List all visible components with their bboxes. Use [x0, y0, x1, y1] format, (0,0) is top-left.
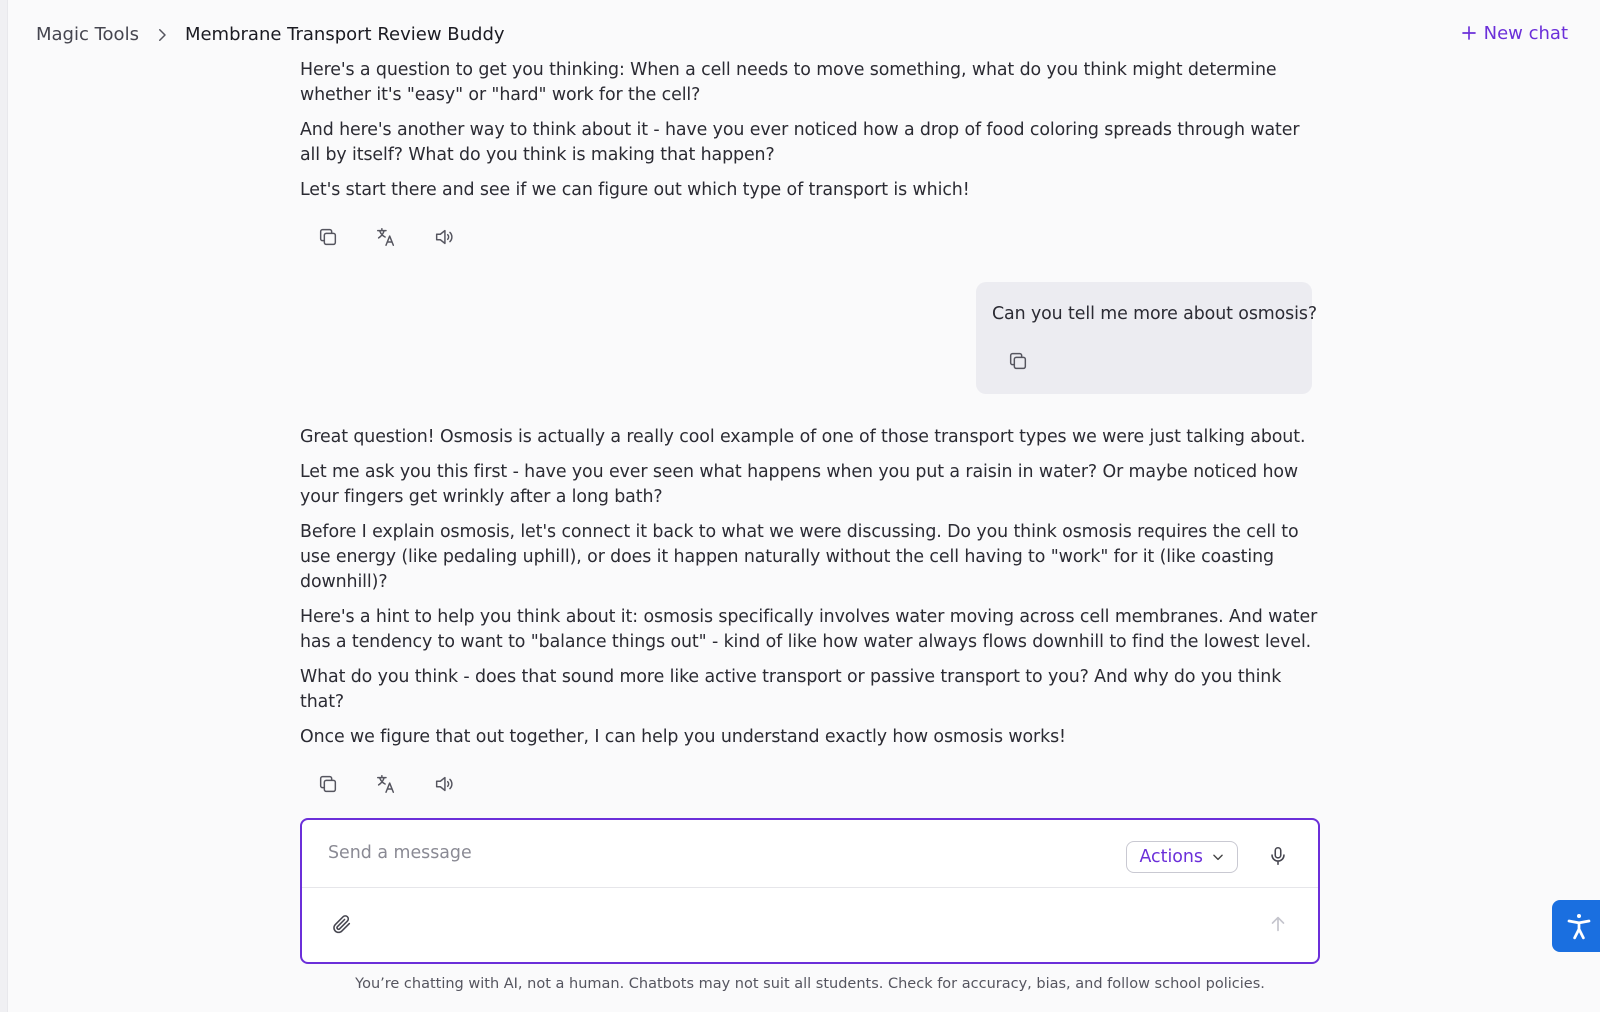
- copy-icon[interactable]: [314, 223, 342, 251]
- composer-toolbar: [302, 888, 1318, 962]
- ai-disclaimer: You’re chatting with AI, not a human. Chatbots may not suit all students. Check for accuracy, bias, and follow school policies.: [355, 976, 1265, 992]
- breadcrumb-current-page: Membrane Transport Review Buddy: [184, 24, 505, 45]
- message-input[interactable]: [328, 838, 1088, 868]
- new-chat-label: New chat: [1483, 22, 1568, 44]
- actions-dropdown[interactable]: [1126, 841, 1238, 873]
- message-actions: [300, 217, 1320, 257]
- chat-thread: [300, 58, 1320, 747]
- translate-icon[interactable]: [372, 223, 400, 251]
- copy-icon[interactable]: [1004, 347, 1032, 375]
- message-actions: [300, 764, 1320, 804]
- plus-icon: [1460, 24, 1478, 42]
- message-paragraph: Great question! Osmosis is actually a really cool example of one of those transport types we were just talking about.: [300, 427, 1306, 447]
- user-message: [976, 282, 1317, 394]
- message-paragraph: Let's start there and see if we can figure out which type of transport is which!: [300, 180, 970, 200]
- assistant-message: [300, 58, 1320, 257]
- composer-input-row: [302, 820, 1318, 888]
- chevron-right-icon: [153, 26, 171, 44]
- paperclip-icon[interactable]: [328, 910, 356, 938]
- message-paragraph: Here's a question to get you thinking: When a cell needs to move something, what do you think might determine whether it's "easy" or "hard" work for the cell?: [300, 60, 1277, 105]
- message-paragraph: And here's another way to think about it - have you ever noticed how a drop of food coloring spreads through water all by itself? What do you think is making that happen?: [300, 120, 1300, 165]
- assistant-message: [300, 425, 1320, 804]
- message-paragraph: Let me ask you this first - have you ever seen what happens when you put a raisin in water? Or maybe noticed how your fingers get wrinkly after a long bath?: [300, 462, 1299, 507]
- message-paragraph: What do you think - does that sound more like active transport or passive transport to you? And why do you think that?: [300, 667, 1282, 712]
- message-paragraph: Once we figure that out together, I can help you understand exactly how osmosis works!: [300, 727, 1066, 747]
- message-composer: [300, 818, 1320, 964]
- actions-label: Actions: [1139, 847, 1203, 867]
- speaker-icon[interactable]: [430, 770, 458, 798]
- microphone-icon[interactable]: [1264, 842, 1292, 870]
- accessibility-icon[interactable]: [1552, 900, 1600, 952]
- message-paragraph: Can you tell me more about osmosis?: [992, 304, 1317, 324]
- copy-icon[interactable]: [314, 770, 342, 798]
- message-paragraph: Before I explain osmosis, let's connect it back to what we were discussing. Do you think osmosis requires the cell to use energy (like pedaling uphill), or does it happen naturally without the cell having to "work" for it (like coasting downhill)?: [300, 522, 1299, 592]
- new-chat-button[interactable]: [1460, 18, 1568, 48]
- arrow-up-icon[interactable]: [1264, 910, 1292, 938]
- breadcrumb-magic-tools[interactable]: Magic Tools: [36, 24, 139, 45]
- message-paragraph: Here's a hint to help you think about it: osmosis specifically involves water moving across cell membranes. And water has a tendency to want to "balance things out" - kind of like how water always flows downhill to find the lowest level.: [300, 607, 1318, 652]
- chevron-down-icon: [1211, 850, 1225, 864]
- speaker-icon[interactable]: [430, 223, 458, 251]
- translate-icon[interactable]: [372, 770, 400, 798]
- breadcrumb: [36, 24, 505, 45]
- sidebar-edge: [0, 0, 8, 1012]
